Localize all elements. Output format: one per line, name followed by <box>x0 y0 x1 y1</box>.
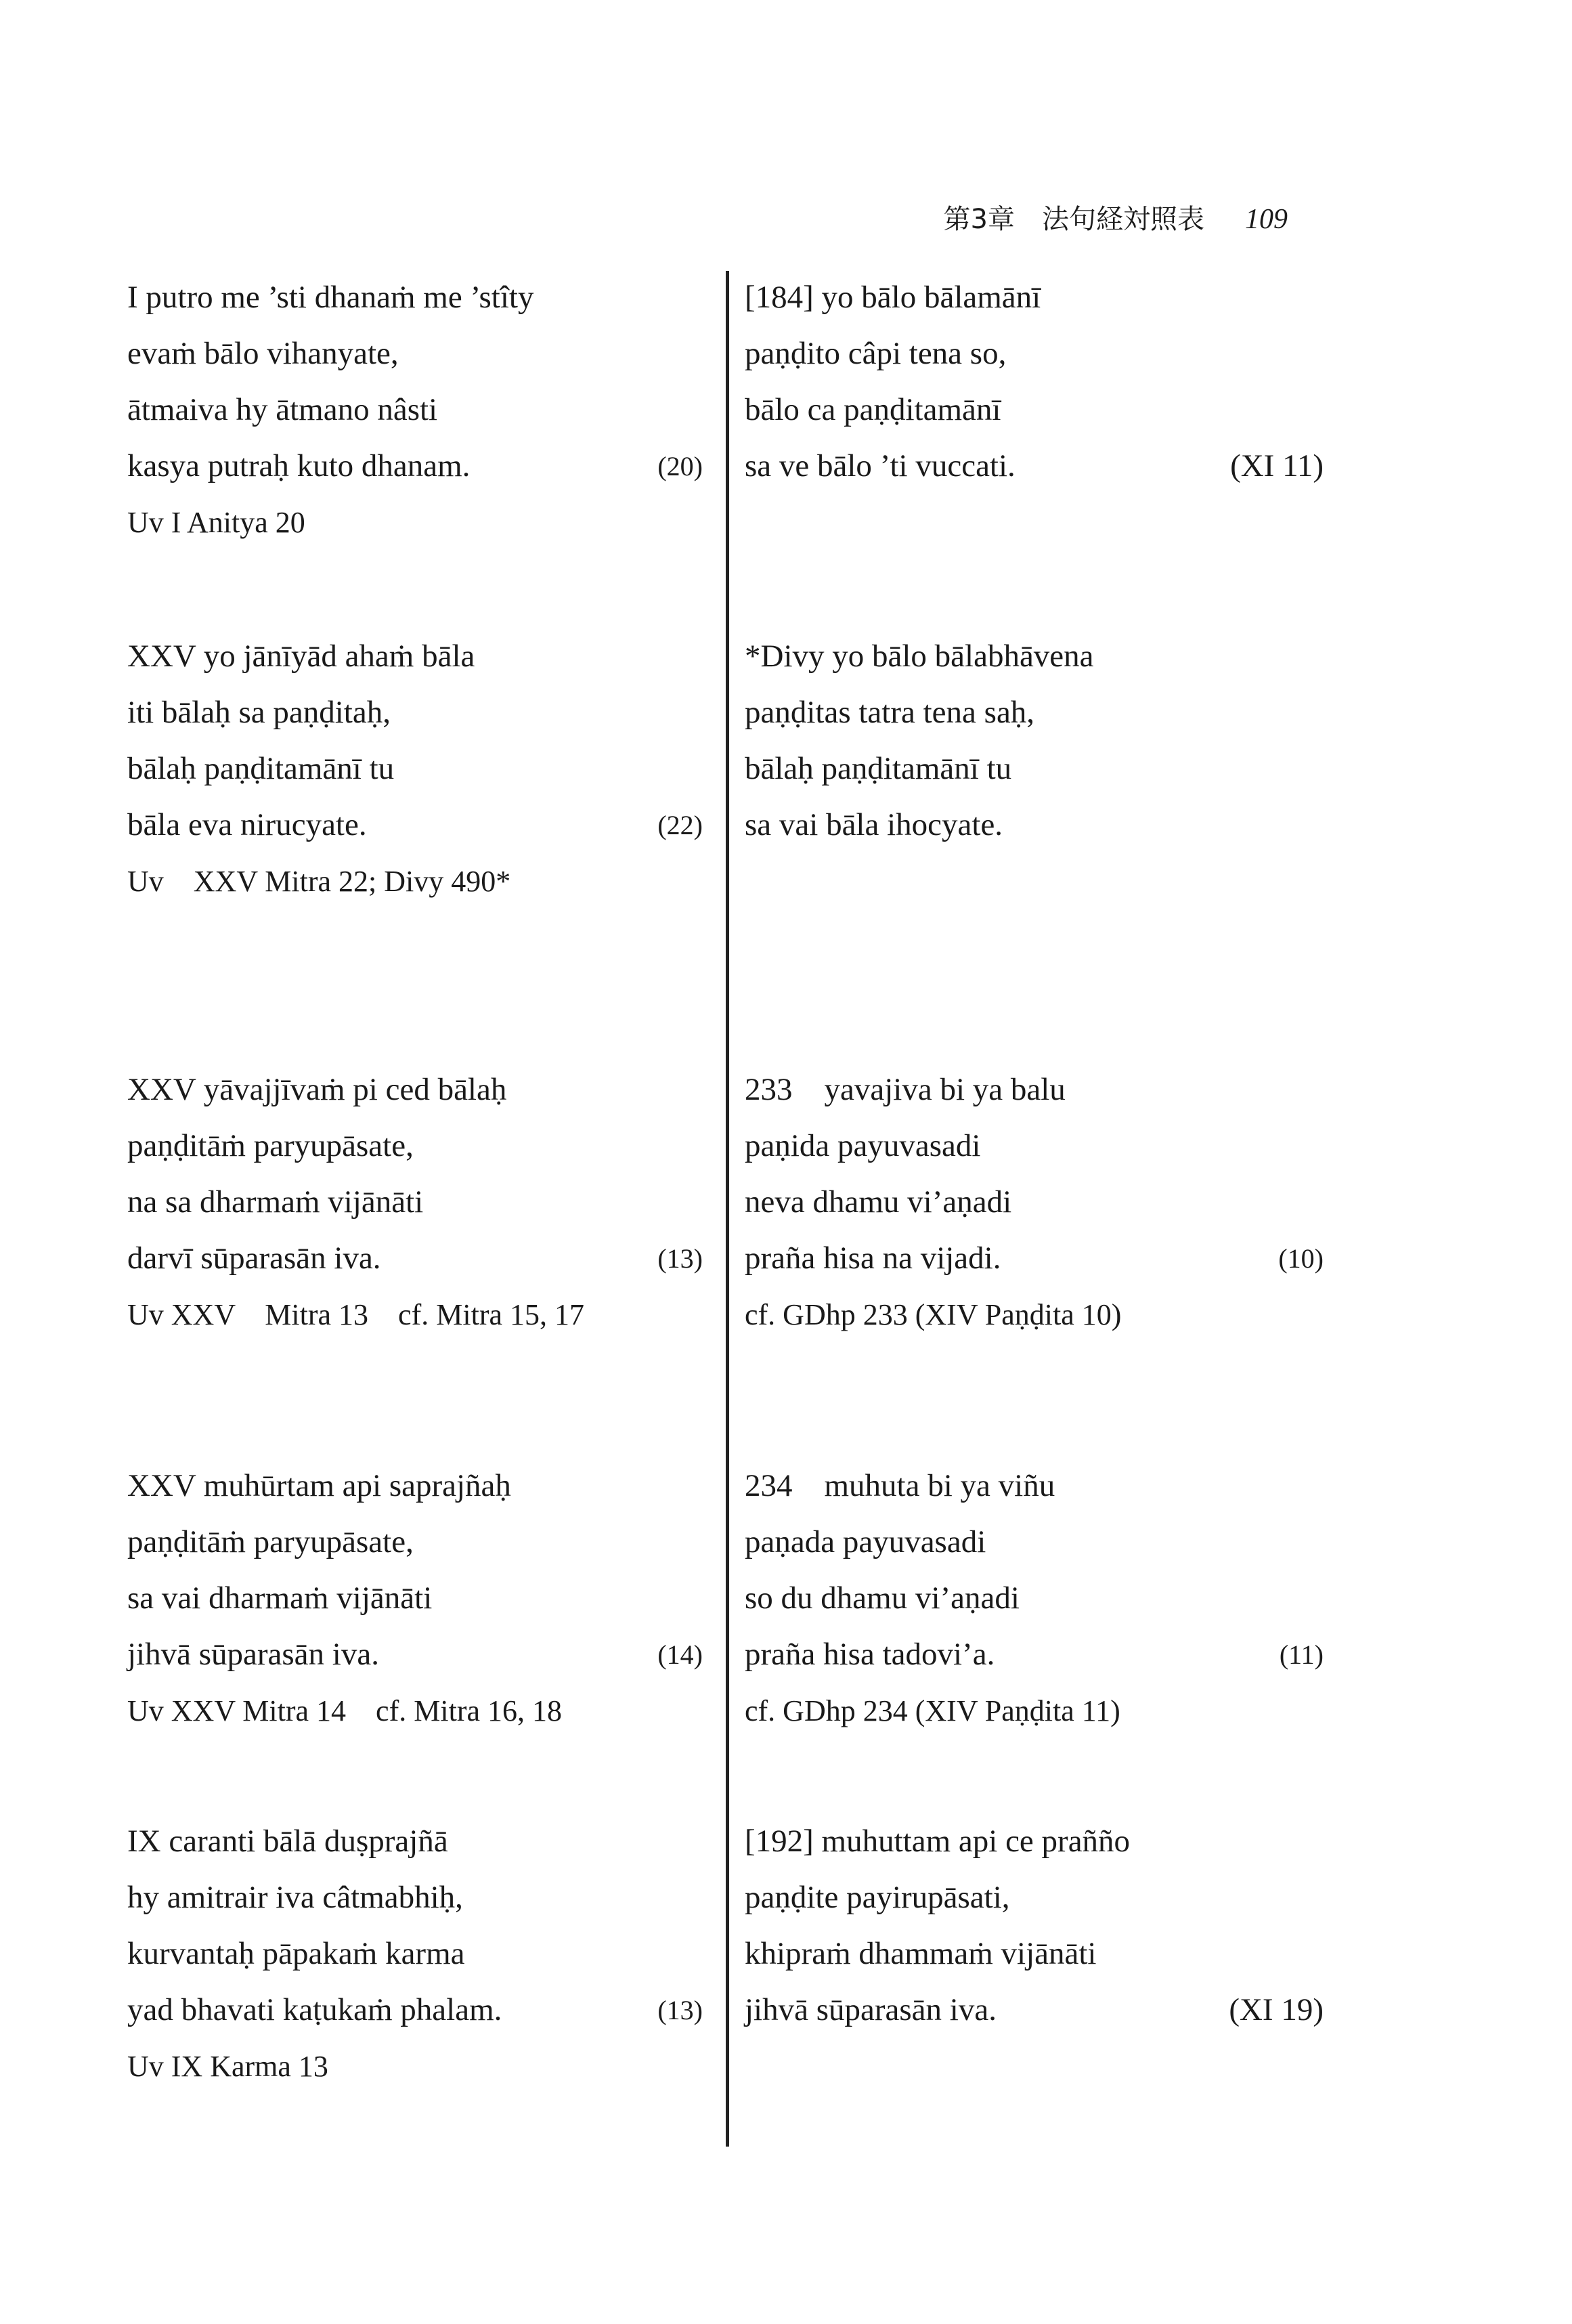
verse-block-left <box>127 628 703 909</box>
verse-source: Uv IX Karma 13 <box>127 2050 328 2083</box>
verse-number: (13) <box>657 1243 703 1274</box>
verse-line: ātmaiva hy ātmano nâsti <box>127 392 438 427</box>
verse-number: (11) <box>1279 1639 1324 1670</box>
verse-number: (14) <box>657 1639 703 1670</box>
verse-source: cf. GDhp 234 (XIV Paṇḍita 11) <box>745 1694 1120 1727</box>
verse-line: bāla eva nirucyate. (22) <box>127 797 703 853</box>
verse-number: (XI 11) <box>1230 448 1324 483</box>
verse-line: praña hisa tadovi’a. (11) <box>745 1627 1324 1683</box>
verse-line: khipraṁ dhammaṁ vijānāti <box>745 1936 1097 1971</box>
verse-line: bālo ca paṇḍitamānī <box>745 392 1001 427</box>
verse-line: praña hisa na vijadi. (10) <box>745 1230 1324 1287</box>
verse-number: (22) <box>657 810 703 840</box>
verse-source: Uv XXV Mitra 22; Divy 490* <box>127 865 511 898</box>
verse-number: (20) <box>657 451 703 481</box>
verse-block-right <box>745 1062 1324 1343</box>
verse-source: Uv XXV Mitra 13 cf. Mitra 15, 17 <box>127 1298 584 1331</box>
verse-line: *Divy yo bālo bālabhāvena <box>745 639 1094 674</box>
verse-line: sa vai bāla ihocyate. <box>745 807 1003 842</box>
verse-block-left <box>127 1813 703 2094</box>
verse-block-left <box>127 270 703 551</box>
verse-line: paṇḍito câpi tena so, <box>745 336 1007 371</box>
verse-line: iti bālaḥ sa paṇḍitaḥ, <box>127 695 391 730</box>
verse-line: sa vai dharmaṁ vijānāti <box>127 1580 433 1616</box>
verse-source: Uv XXV Mitra 14 cf. Mitra 16, 18 <box>127 1694 562 1727</box>
verse-line: jihvā sūparasān iva. (14) <box>127 1627 703 1683</box>
verse-line: paṇḍite payirupāsati, <box>745 1880 1010 1915</box>
verse-block-left <box>127 1062 703 1343</box>
verse-line: paṇḍitāṁ paryupāsate, <box>127 1128 414 1163</box>
column-divider <box>726 271 729 2147</box>
verse-line: paṇada payuvasadi <box>745 1524 986 1559</box>
verse-block-right <box>745 628 1324 853</box>
verse-block-right <box>745 1813 1324 2038</box>
verse-block-right <box>745 1458 1324 1739</box>
verse-line: IX caranti bālā duṣprajñā <box>127 1824 448 1859</box>
verse-line: XXV yo jānīyād ahaṁ bāla <box>127 639 475 674</box>
verse-line: neva dhamu vi’aṇadi <box>745 1184 1012 1220</box>
verse-line: [192] muhuttam api ce praññо <box>745 1824 1131 1859</box>
verse-number: (10) <box>1278 1243 1324 1274</box>
verse-block-left <box>127 1458 703 1739</box>
verse-line: jihvā sūparasān iva. (XI 19) <box>745 1982 1324 2038</box>
verse-line: evaṁ bālo vihanyate, <box>127 336 399 371</box>
verse-line: kasya putraḥ kuto dhanam. (20) <box>127 438 703 494</box>
verse-block-right <box>745 270 1324 494</box>
verse-line: paṇḍitāṁ paryupāsate, <box>127 1524 414 1559</box>
verse-number: (13) <box>657 1995 703 2025</box>
verse-line: [184] yo bālo bālamānī <box>745 280 1041 315</box>
verse-line: bālaḥ paṇḍitamānī tu <box>127 751 395 786</box>
verse-line: sa ve bālo ’ti vuccati. (XI 11) <box>745 438 1324 494</box>
verse-line: I putro me ’sti dhanaṁ me ’stîty <box>127 280 534 315</box>
verse-line: 234 muhuta bi ya viñu <box>745 1468 1055 1503</box>
verse-line: paṇḍitas tatra tena saḥ, <box>745 695 1035 730</box>
verse-source: cf. GDhp 233 (XIV Paṇḍita 10) <box>745 1298 1122 1331</box>
verse-line: so du dhamu vi’aṇadi <box>745 1580 1020 1616</box>
verse-number: (XI 19) <box>1229 1992 1324 2027</box>
verse-line: XXV muhūrtam api saprajñaḥ <box>127 1468 511 1503</box>
verse-source: Uv I Anitya 20 <box>127 506 305 539</box>
page-number: 109 <box>1245 204 1288 235</box>
page-header <box>944 198 1288 236</box>
chapter-title: 第3章 法句経対照表 <box>943 204 1204 235</box>
verse-line: paṇida payuvasadi <box>745 1128 981 1163</box>
verse-line: bālaḥ paṇḍitamānī tu <box>745 751 1012 786</box>
verse-line: darvī sūparasān iva. (13) <box>127 1230 703 1287</box>
verse-line: XXV yāvajjīvaṁ pi ced bālaḥ <box>127 1072 507 1107</box>
verse-line: 233 yavajiva bi ya balu <box>745 1072 1066 1107</box>
verse-line: hy amitrair iva câtmabhiḥ, <box>127 1880 463 1915</box>
verse-line: kurvantaḥ pāpakaṁ karma <box>127 1936 465 1971</box>
verse-line: na sa dharmaṁ vijānāti <box>127 1184 424 1220</box>
verse-line: yad bhavati kaṭukaṁ phalam. (13) <box>127 1982 703 2038</box>
